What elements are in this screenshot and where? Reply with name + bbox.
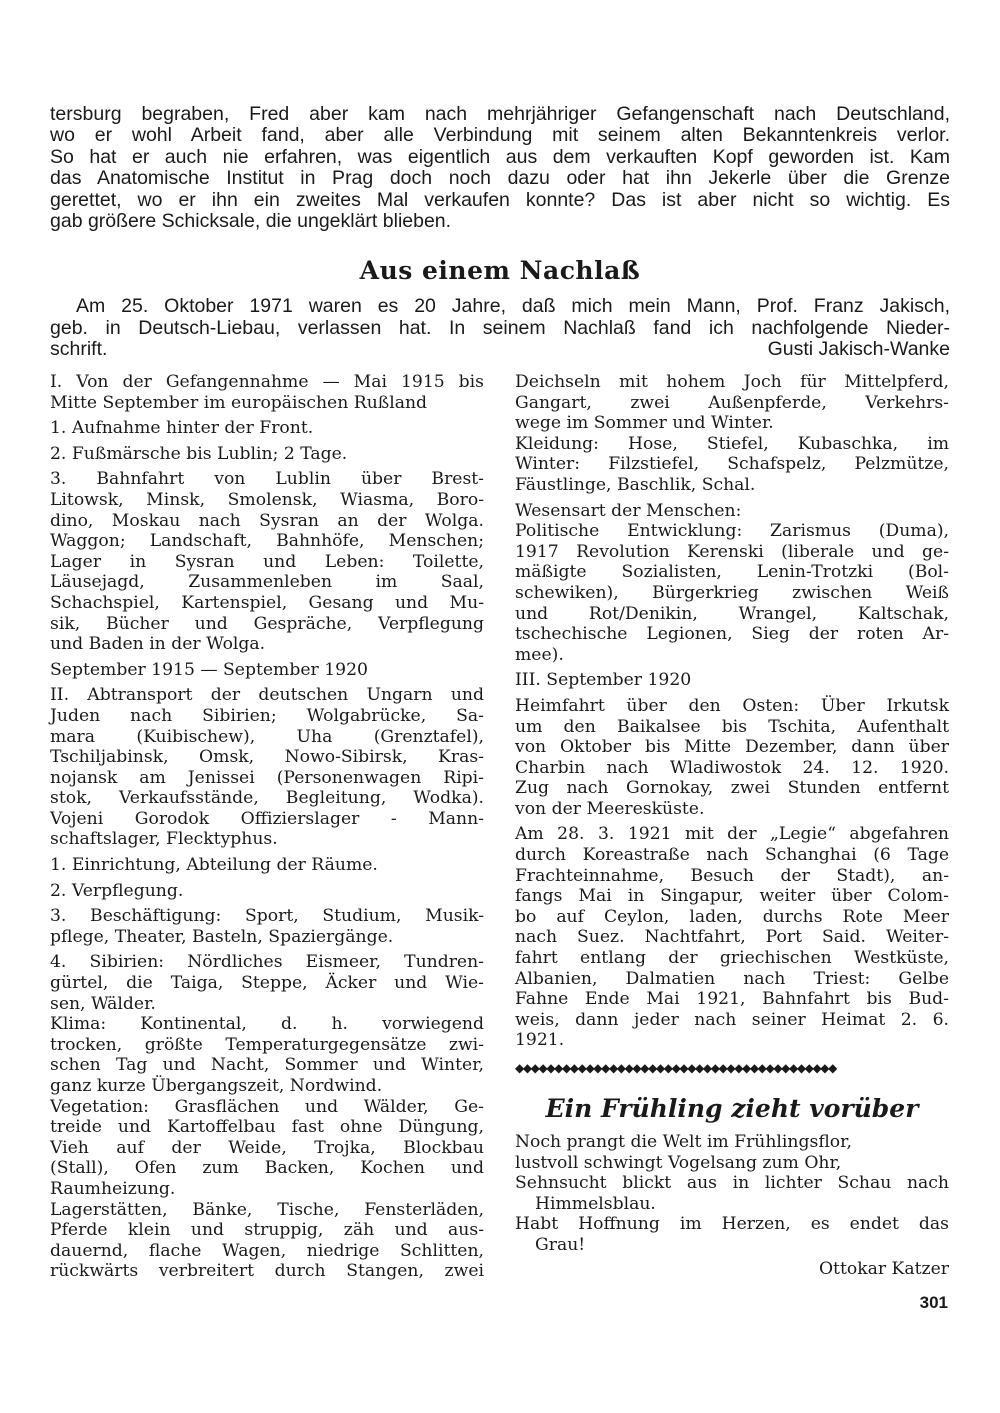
- text-line: Zug nach Gornokay, zwei Stunden entfernt: [515, 778, 949, 799]
- text-line: Am 25. Oktober 1971 waren es 20 Jahre, daß mich mein Mann, Prof. Franz Jakisch,: [76, 295, 950, 317]
- text-line: nach Suez. Nachtfahrt, Port Said. Weiter-: [515, 927, 949, 948]
- text-line: Vieh auf der Weide, Trojka, Blockbau: [50, 1137, 484, 1158]
- text-line: von der Meeresküste.: [515, 798, 705, 819]
- text-line: Charbin nach Wladiwostok 24. 12. 1920.: [515, 757, 949, 778]
- text-line: Vegetation: Grasflächen und Wälder, Ge-: [50, 1096, 484, 1117]
- text-line: Albanien, Dalmatien nach Triest: Gelbe: [515, 968, 949, 989]
- poem-line: Sehnsucht blickt aus in lichter Schau nach: [515, 1173, 949, 1194]
- text-line: 4. Sibirien: Nördliches Eismeer, Tundren-: [50, 952, 484, 973]
- text-line: nojansk am Jenissei (Personenwagen Ripi-: [50, 767, 484, 788]
- text-line: Klima: Kontinental, d. h. vorwiegend: [50, 1014, 484, 1035]
- text-line: das Anatomische Institut in Prag doch noch dazu oder hat ihn Jekerle über die Grenze: [50, 167, 950, 190]
- text-line: geb. in Deutsch-Liebau, verlassen hat. In seinem Nachlaß fand ich nachfolgende Nieder-: [50, 316, 950, 339]
- text-line: sik, Bücher und Gespräche, Verpflegung: [50, 613, 484, 634]
- text-line: gürtel, die Taiga, Steppe, Äcker und Wie-: [50, 973, 484, 994]
- text-line: Mitte September im europäischen Rußland: [50, 392, 428, 413]
- text-line: Schachspiel, Kartenspiel, Gesang und Mu-: [50, 592, 484, 613]
- text-line: 3. Bahnfahrt von Lublin über Brest-: [50, 469, 484, 490]
- text-line: schrift.: [50, 338, 108, 360]
- text-line: Lager in Sysran und Leben: Toilette,: [50, 551, 484, 572]
- text-line: gab größere Schicksale, die ungeklärt blieben.: [50, 210, 452, 233]
- text-line: treide und Kartoffelbau fast ohne Düngung,: [50, 1117, 484, 1138]
- article-title: Aus einem Nachlaß: [359, 256, 641, 285]
- text-line: Raumheizung.: [50, 1178, 176, 1199]
- text-line: Wesensart der Menschen:: [515, 500, 742, 521]
- text-line: Kleidung: Hose, Stiefel, Kubaschka, im: [515, 433, 949, 454]
- poem: [515, 1132, 949, 1279]
- text-line: Frachteinnahme, Besuch der Stadt), an-: [515, 865, 949, 886]
- text-line: 3. Beschäftigung: Sport, Studium, Musik-: [50, 906, 484, 927]
- text-line: und Rot/Denikin, Wrangel, Kaltschak,: [515, 603, 949, 624]
- text-line: fahrt entlang der griechischen Westküste,: [515, 948, 949, 969]
- text-line: 1917 Revolution Kerenski (liberale und ge-: [515, 541, 949, 562]
- text-line: fangs Mai in Singapur, weiter über Colom-: [515, 886, 949, 907]
- text-line: sen, Wälder.: [50, 993, 156, 1014]
- text-line: Gangart, zwei Außenpferde, Verkehrs-: [515, 392, 949, 413]
- text-line: schen Tag und Nacht, Sommer und Winter,: [50, 1055, 484, 1076]
- text-line: schaftslager, Flecktyphus.: [50, 829, 278, 850]
- text-line: III. September 1920: [515, 670, 692, 691]
- text-line: wege im Sommer und Winter.: [515, 413, 774, 434]
- text-line: rückwärts verbreitert durch Stangen, zwei: [50, 1261, 484, 1282]
- poem-title: Ein Frühling zieht vorüber: [545, 1094, 919, 1123]
- text-line: bo auf Ceylon, laden, durchs Rote Meer: [515, 906, 949, 927]
- poem-line: Habt Hoffnung im Herzen, es endet das: [515, 1214, 949, 1235]
- text-line: Vojeni Gorodok Offizierslager - Mann-: [50, 808, 484, 829]
- text-line: mäßigte Sozialisten, Lenin-Trotzki (Bol-: [515, 562, 949, 583]
- text-line: und Baden in der Wolga.: [50, 634, 266, 655]
- ornament-divider: ◆◆◆◆◆◆◆◆◆◆◆◆◆◆◆◆◆◆◆◆◆◆◆◆◆◆◆◆◆◆◆◆◆◆◆◆◆◆◆◆◆: [515, 1061, 836, 1075]
- text-line: (Stall), Ofen zum Backen, Kochen und: [50, 1158, 484, 1179]
- text-line: 2. Verpflegung.: [50, 880, 184, 901]
- article-lead: [50, 296, 950, 361]
- text-line: mee).: [515, 644, 564, 665]
- text-line: Läusejagd, Zusammenleben im Saal,: [50, 572, 484, 593]
- text-line: tersburg begraben, Fred aber kam nach mehrjähriger Gefangenschaft nach Deutschland,: [50, 103, 950, 125]
- page-number: 301: [919, 1293, 948, 1312]
- text-line: Am 28. 3. 1921 mit der „Legie“ abgefahren: [515, 824, 949, 845]
- text-line: mara (Kuibischew), Uha (Grenztafel),: [50, 726, 484, 747]
- poem-line: Himmelsblau.: [535, 1193, 656, 1214]
- text-line: Waggon; Landschaft, Bahnhöfe, Menschen;: [50, 531, 484, 552]
- text-line: von Oktober bis Mitte Dezember, dann über: [515, 737, 949, 758]
- text-line: dauernd, flache Wagen, niedrige Schlitten,: [50, 1240, 484, 1261]
- text-line: Tschiljabinsk, Omsk, Nowo-Sibirsk, Kras-: [50, 747, 484, 768]
- text-line: Juden nach Sibirien; Wolgabrücke, Sa-: [50, 705, 484, 726]
- text-line: 1. Aufnahme hinter der Front.: [50, 418, 314, 439]
- text-line: Deichseln mit hohem Joch für Mittelpferd,: [515, 372, 949, 392]
- text-line: ganz kurze Übergangszeit, Nordwind.: [50, 1076, 383, 1096]
- text-line: wo er wohl Arbeit fand, aber alle Verbindung mit seinem alten Bekanntenkreis verlor.: [50, 124, 950, 147]
- article-author: Gusti Jakisch-Wanke: [767, 338, 950, 360]
- text-line: Lagerstätten, Bänke, Tische, Fensterläden,: [50, 1199, 484, 1220]
- text-line: tschechische Legionen, Sieg der roten Ar-: [515, 624, 949, 645]
- text-line: Litowsk, Minsk, Smolensk, Wiasma, Boro-: [50, 489, 484, 510]
- text-line: stok, Verkaufsstände, Begleitung, Wodka).: [50, 788, 484, 809]
- poem-author: Ottokar Katzer: [818, 1258, 949, 1279]
- text-line: Heimfahrt über den Osten: Über Irkutsk: [515, 695, 949, 716]
- text-line: I. Von der Gefangennahme — Mai 1915 bis: [50, 372, 484, 392]
- text-line: 1921.: [515, 1030, 565, 1051]
- poem-line: Noch prangt die Welt im Frühlingsflor,: [515, 1132, 852, 1152]
- text-line: Winter: Filzstiefel, Schafspelz, Pelzmütze,: [515, 454, 949, 475]
- text-line: schewiken), Bürgerkrieg zwischen Weiß: [515, 582, 949, 603]
- intro-paragraph: [50, 104, 950, 232]
- text-line: weis, dann jeder nach seiner Heimat 2. 6.: [515, 1009, 949, 1030]
- lead-last-row: [50, 339, 950, 361]
- text-line: Fäustlinge, Baschlik, Schal.: [515, 474, 756, 495]
- left-column: [50, 372, 484, 1282]
- text-line: 2. Fußmärsche bis Lublin; 2 Tage.: [50, 443, 348, 464]
- text-line: Politische Entwicklung: Zarismus (Duma),: [515, 521, 949, 542]
- text-line: 1. Einrichtung, Abteilung der Räume.: [50, 855, 378, 876]
- text-line: So hat er auch nie erfahren, was eigentlich aus dem verkauften Kopf geworden ist. Kam: [50, 145, 950, 168]
- text-line: Pferde klein und struppig, zäh und aus-: [50, 1220, 484, 1241]
- text-line: durch Koreastraße nach Schanghai (6 Tage: [515, 845, 949, 866]
- right-column: [515, 372, 949, 1051]
- text-line: II. Abtransport der deutschen Ungarn und: [50, 685, 484, 706]
- text-line: Fahne Ende Mai 1921, Bahnfahrt bis Bud-: [515, 989, 949, 1010]
- text-line: dino, Moskau nach Sysran an der Wolga.: [50, 510, 484, 531]
- text-line: um den Baikalsee bis Tschita, Aufenthalt: [515, 716, 949, 737]
- text-line: pflege, Theater, Basteln, Spaziergänge.: [50, 926, 394, 947]
- poem-line: Grau!: [535, 1234, 586, 1255]
- text-line: gerettet, wo er ihn ein zweites Mal verkaufen konnte? Das ist aber nicht so wichtig. Es: [50, 188, 950, 211]
- poem-line: lustvoll schwingt Vogelsang zum Ohr,: [515, 1152, 842, 1173]
- text-line: September 1915 — September 1920: [50, 659, 368, 680]
- text-line: trocken, größte Temperaturgegensätze zwi-: [50, 1034, 484, 1055]
